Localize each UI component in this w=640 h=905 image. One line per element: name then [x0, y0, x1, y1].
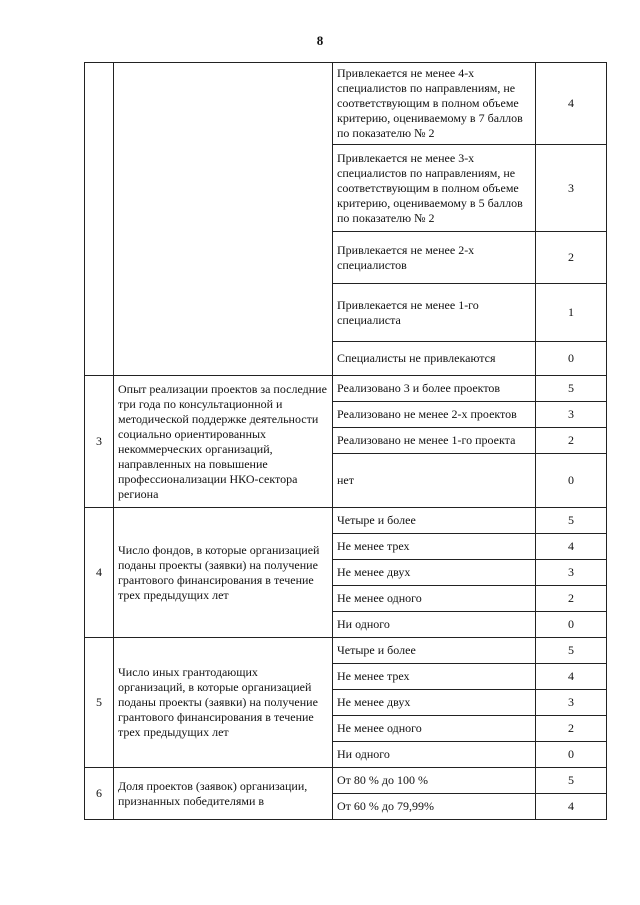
indicator-text: Не менее трех — [333, 534, 536, 560]
criterion-name: Доля проектов (заявок) организации, признанных победителями в — [114, 768, 333, 820]
indicator-text: Привлекается не менее 4-х специалистов по направлениям, не соответствующим в полном объеме критерию, оцениваемому в 7 баллов по показателю № 2 — [333, 63, 536, 145]
indicator-text: Не менее одного — [333, 586, 536, 612]
indicator-text: Не менее одного — [333, 716, 536, 742]
indicator-score: 2 — [536, 232, 607, 284]
table-row — [85, 63, 607, 145]
indicator-score: 5 — [536, 638, 607, 664]
indicator-text: Четыре и более — [333, 638, 536, 664]
indicator-text: Не менее двух — [333, 690, 536, 716]
indicator-text: Реализовано не менее 2-х проектов — [333, 402, 536, 428]
indicator-score: 0 — [536, 454, 607, 508]
indicator-score: 2 — [536, 716, 607, 742]
criterion-number: 4 — [85, 508, 114, 638]
indicator-text: нет — [333, 454, 536, 508]
indicator-score: 0 — [536, 342, 607, 376]
indicator-score: 0 — [536, 742, 607, 768]
indicator-score: 3 — [536, 145, 607, 232]
criterion-name: Число фондов, в которые организацией поданы проекты (заявки) на получение грантового финансирования в течение трех предыдущих лет — [114, 508, 333, 638]
table-row — [85, 508, 607, 534]
indicator-score: 3 — [536, 690, 607, 716]
indicator-score: 4 — [536, 63, 607, 145]
indicator-text: Привлекается не менее 3-х специалистов по направлениям, не соответствующим в полном объеме критерию, оцениваемому в 5 баллов по показателю № 2 — [333, 145, 536, 232]
criterion-name: Число иных грантодающих организаций, в которые организацией поданы проекты (заявки) на получение грантового финансирования в течение трех предыдущих лет — [114, 638, 333, 768]
indicator-score: 4 — [536, 534, 607, 560]
indicator-text: Привлекается не менее 1-го специалиста — [333, 284, 536, 342]
indicator-text: Четыре и более — [333, 508, 536, 534]
indicator-text: Не менее трех — [333, 664, 536, 690]
indicator-score: 5 — [536, 768, 607, 794]
criterion-name: Опыт реализации проектов за последние три года по консультационной и методической поддержке деятельности социально ориентированных некоммерческих организаций, направленных на повышение профессионализации НКО-сектора региона — [114, 376, 333, 508]
indicator-score: 3 — [536, 560, 607, 586]
indicator-score: 5 — [536, 376, 607, 402]
indicator-text: Не менее двух — [333, 560, 536, 586]
table-row — [85, 638, 607, 664]
criterion-number: 6 — [85, 768, 114, 820]
page-number: 8 — [316, 33, 324, 48]
indicator-text: Привлекается не менее 2-х специалистов — [333, 232, 536, 284]
indicator-score: 3 — [536, 402, 607, 428]
indicator-score: 0 — [536, 612, 607, 638]
criteria-table-body — [85, 63, 607, 820]
table-row — [85, 768, 607, 794]
indicator-text: От 80 % до 100 % — [333, 768, 536, 794]
indicator-text: Ни одного — [333, 612, 536, 638]
indicator-score: 1 — [536, 284, 607, 342]
indicator-text: Реализовано 3 и более проектов — [333, 376, 536, 402]
indicator-score: 2 — [536, 586, 607, 612]
criterion-name — [114, 63, 333, 376]
indicator-text: Специалисты не привлекаются — [333, 342, 536, 376]
table-row — [85, 376, 607, 402]
criteria-table — [84, 62, 607, 820]
indicator-text: Реализовано не менее 1-го проекта — [333, 428, 536, 454]
criterion-number: 5 — [85, 638, 114, 768]
indicator-text: От 60 % до 79,99% — [333, 794, 536, 820]
indicator-text: Ни одного — [333, 742, 536, 768]
indicator-score: 5 — [536, 508, 607, 534]
criterion-number: 3 — [85, 376, 114, 508]
indicator-score: 2 — [536, 428, 607, 454]
criterion-number — [85, 63, 114, 376]
indicator-score: 4 — [536, 664, 607, 690]
indicator-score: 4 — [536, 794, 607, 820]
